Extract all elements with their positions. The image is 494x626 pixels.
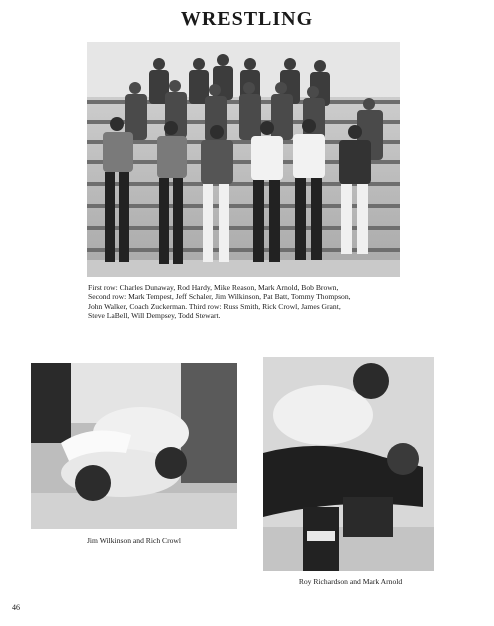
caption-line: Second row: Mark Tempest, Jeff Schaler, Jim Wilkinson, Pat Batt, Tommy Thompson, <box>88 292 351 302</box>
wrestling-action-photo-left <box>31 363 237 529</box>
left-photo-caption: Jim Wilkinson and Rich Crowl <box>86 536 182 545</box>
team-photo-caption <box>88 283 404 321</box>
wrestling-action-photo-right <box>263 357 434 571</box>
page-number: 46 <box>12 603 20 612</box>
caption-line: Steve LaBell, Will Dempsey, Todd Stewart. <box>88 311 221 321</box>
right-photo-caption: Roy Richardson and Mark Arnold <box>298 577 403 586</box>
caption-line: First row: Charles Dunaway, Rod Hardy, Mike Reason, Mark Arnold, Bob Brown, <box>88 283 339 292</box>
caption-line: John Walker, Coach Zuckerman. Third row: Russ Smith, Rick Crowl, James Grant, <box>88 301 341 311</box>
team-group-photo <box>87 42 400 277</box>
page-title: WRESTLING <box>180 8 314 30</box>
